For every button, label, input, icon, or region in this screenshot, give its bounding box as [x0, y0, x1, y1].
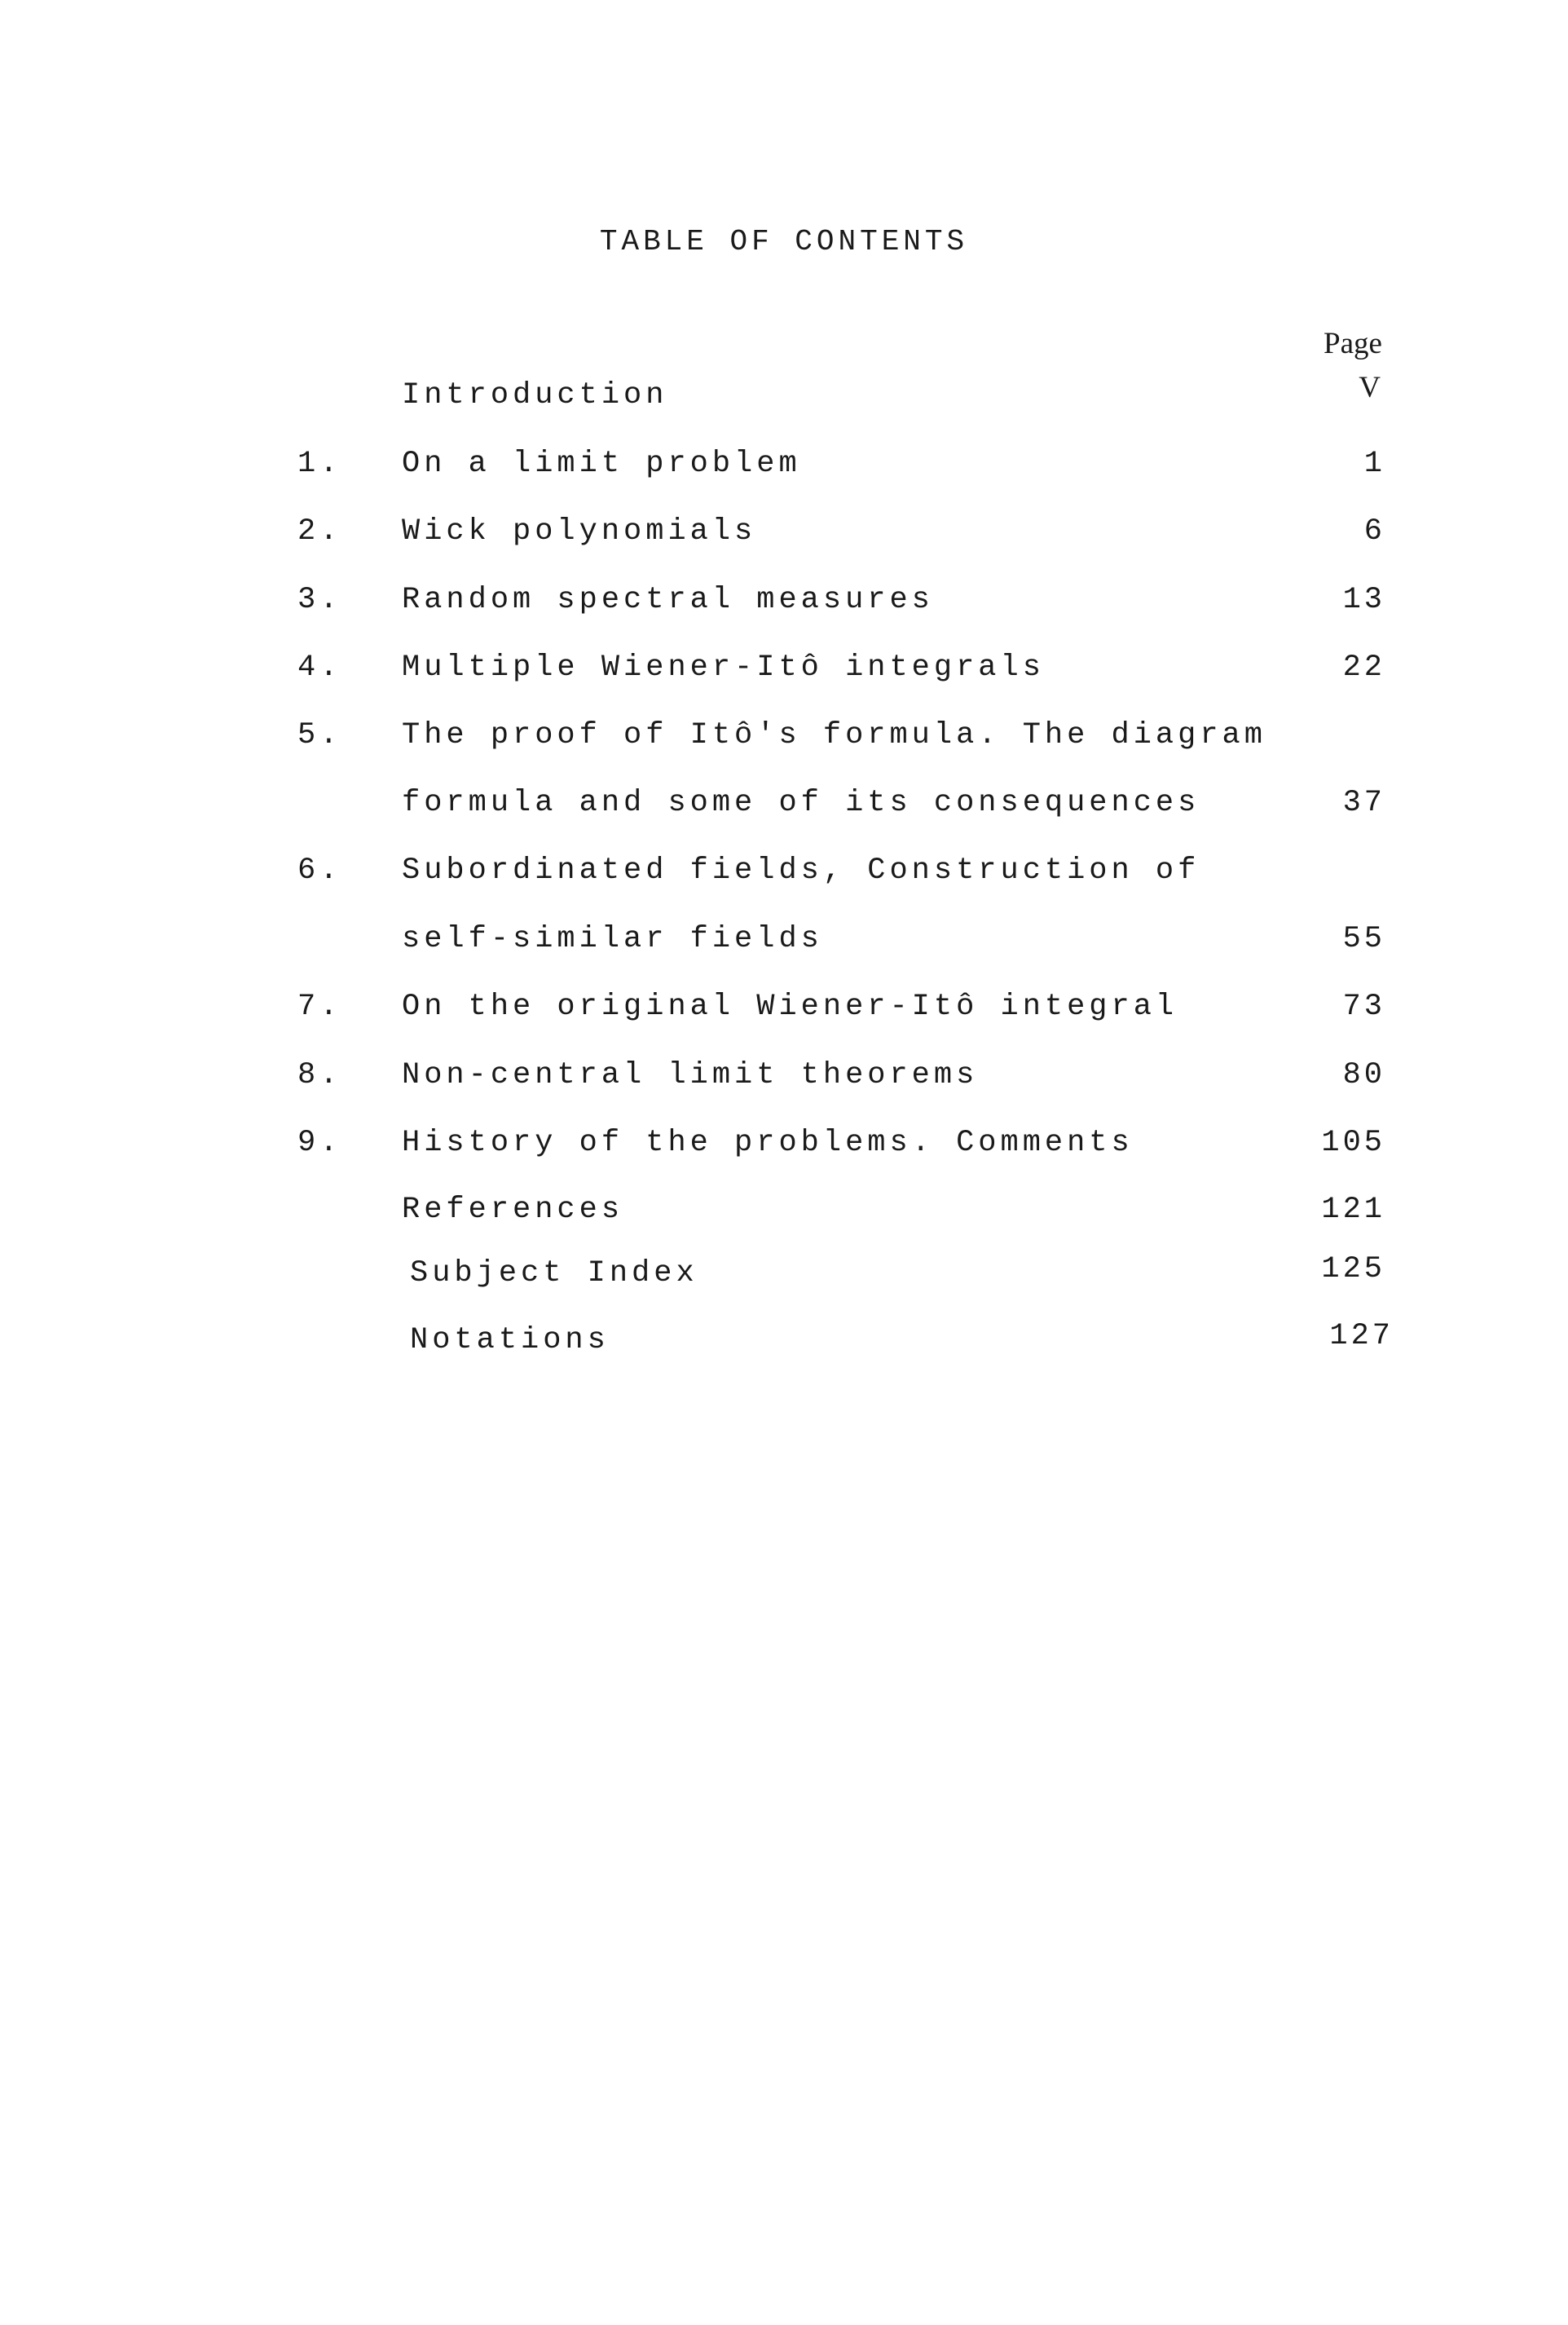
- entry-title: History of the problems. Comments: [402, 1126, 1134, 1160]
- entry-page: 125: [1321, 1252, 1385, 1286]
- entry-title: References: [402, 1193, 624, 1227]
- entry-page: V: [1359, 371, 1381, 404]
- toc-entry[interactable]: [0, 1193, 1568, 1242]
- toc-entry[interactable]: [0, 990, 1568, 1039]
- entry-number: 4.: [297, 651, 342, 685]
- toc-entry[interactable]: [0, 651, 1568, 699]
- entry-page: 37: [1342, 786, 1385, 820]
- entry-number: 8.: [297, 1058, 342, 1092]
- entry-number: 3.: [297, 583, 342, 617]
- entry-page: 1: [1363, 447, 1385, 481]
- entry-number: 7.: [297, 990, 342, 1024]
- entry-title: Non-central limit theorems: [402, 1058, 979, 1092]
- entry-page: 121: [1321, 1193, 1385, 1227]
- toc-entry[interactable]: [0, 1252, 1568, 1305]
- entry-title: On a limit problem: [402, 447, 801, 481]
- toc-entry[interactable]: [0, 718, 1568, 767]
- entry-title: Subject Index: [410, 1256, 698, 1290]
- entry-title: formula and some of its consequences: [402, 786, 1200, 820]
- toc-entry[interactable]: [0, 1058, 1568, 1107]
- page-column-header: Page: [1324, 327, 1382, 360]
- toc-entry[interactable]: [0, 514, 1568, 563]
- entry-page: 22: [1342, 651, 1385, 685]
- entry-page: 6: [1363, 514, 1385, 549]
- entry-title: Wick polynomials: [402, 514, 757, 549]
- toc-entry[interactable]: [0, 1319, 1568, 1372]
- entry-page: 73: [1342, 990, 1385, 1024]
- entry-page: 80: [1342, 1058, 1385, 1092]
- entry-title: self-similar fields: [402, 922, 823, 956]
- toc-title: TABLE OF CONTENTS: [599, 225, 969, 258]
- toc-entry[interactable]: [0, 583, 1568, 632]
- toc-entry[interactable]: [0, 371, 1568, 427]
- entry-number: 9.: [297, 1126, 342, 1160]
- toc-entry[interactable]: [0, 447, 1568, 496]
- toc-entry[interactable]: [0, 1126, 1568, 1175]
- entry-title: On the original Wiener-Itô integral: [402, 990, 1178, 1024]
- entry-page: 105: [1321, 1126, 1385, 1160]
- entry-page: 55: [1342, 922, 1385, 956]
- entry-title: Introduction: [402, 378, 668, 412]
- entry-title: Subordinated fields, Construction of: [402, 854, 1200, 888]
- toc-entry-continuation[interactable]: [0, 922, 1568, 971]
- entry-title: The proof of Itô's formula. The diagram: [402, 718, 1266, 752]
- entry-number: 1.: [297, 447, 342, 481]
- entry-title: Random spectral measures: [402, 583, 934, 617]
- entry-number: 5.: [297, 718, 342, 752]
- entry-page: 13: [1342, 583, 1385, 617]
- toc-entry-continuation[interactable]: [0, 786, 1568, 835]
- entry-title: Multiple Wiener-Itô integrals: [402, 651, 1045, 685]
- entry-number: 6.: [297, 854, 342, 888]
- entry-number: 2.: [297, 514, 342, 549]
- entry-title: Notations: [410, 1323, 610, 1357]
- toc-entry[interactable]: [0, 854, 1568, 902]
- entry-page: 127: [1329, 1319, 1394, 1353]
